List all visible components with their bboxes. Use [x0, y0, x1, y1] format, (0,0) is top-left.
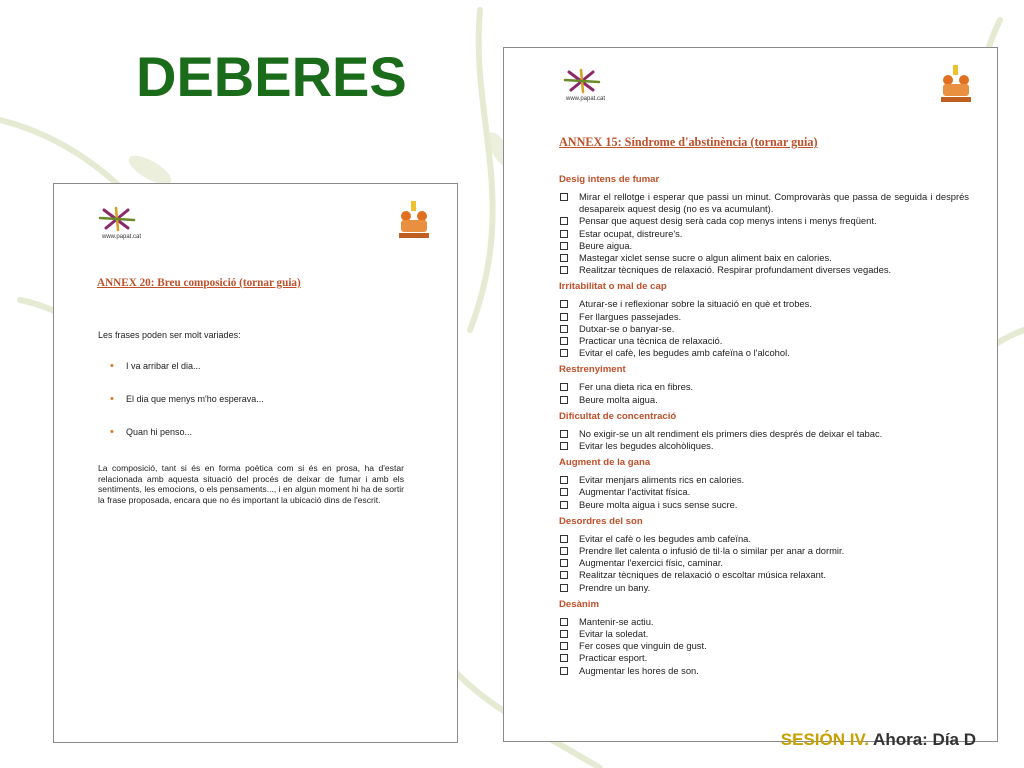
section-title: Desig intens de fumar — [559, 174, 660, 185]
checkbox-bullet-icon — [560, 193, 568, 201]
bullet-icon: • — [110, 426, 114, 438]
list-item: Augmentar les hores de son. — [559, 665, 969, 677]
list-item: Evitar el cafè o les begudes amb cafeïna. — [559, 533, 969, 545]
section-list — [559, 474, 969, 511]
document-page-annex-20 — [53, 183, 458, 743]
session-subtitle: Ahora: Día D — [868, 730, 976, 749]
checkbox-bullet-icon — [560, 654, 568, 662]
document-page-annex-15 — [503, 47, 998, 742]
logo-url: www.papat.cat — [566, 96, 606, 102]
list-item: Aturar-se i reflexionar sobre la situació en què et trobes. — [559, 298, 969, 310]
section-list — [559, 381, 969, 405]
checkbox-bullet-icon — [560, 217, 568, 225]
checkbox-bullet-icon — [560, 667, 568, 675]
checkbox-bullet-icon — [560, 396, 568, 404]
section-title: Desànim — [559, 598, 599, 610]
section-title: Restrenyiment — [559, 364, 626, 376]
checkbox-bullet-icon — [560, 571, 568, 579]
list-item: Augmentar l'activitat física. — [559, 486, 969, 498]
checkbox-bullet-icon — [560, 547, 568, 555]
checkbox-bullet-icon — [560, 535, 568, 543]
checkbox-bullet-icon — [560, 618, 568, 626]
checkbox-bullet-icon — [560, 313, 568, 321]
section-title: Irritabilitat o mal de cap — [559, 281, 667, 293]
checkbox-bullet-icon — [560, 337, 568, 345]
list-item: Estar ocupat, distreure's. — [559, 228, 969, 240]
list-item: Evitar el cafè, les begudes amb cafeïna o l'alcohol. — [559, 347, 969, 359]
list-item: • I va arribar el dia... — [110, 360, 201, 372]
list-item: Evitar menjars aliments rics en calories. — [559, 474, 969, 486]
list-item: • El dia que menys m'ho esperava... — [110, 393, 264, 405]
slide-title: DEBERES — [136, 45, 407, 108]
annex-15-heading: ANNEX 15: Síndrome d'abstinència (tornar guia) — [559, 135, 818, 149]
intro-text: Les frases poden ser molt variades: — [98, 330, 241, 340]
list-item: Fer coses que vinguin de gust. — [559, 640, 969, 652]
list-item: Fer una dieta rica en fibres. — [559, 381, 969, 393]
checkbox-bullet-icon — [560, 349, 568, 357]
list-item: Pensar que aquest desig serà cada cop menys intens i menys freqüent. — [559, 215, 969, 227]
session-label: SESIÓN IV. — [780, 730, 869, 749]
logo-url: www.papat.cat — [102, 234, 142, 240]
checkbox-bullet-icon — [560, 642, 568, 650]
checkbox-bullet-icon — [560, 300, 568, 308]
section-list — [559, 428, 969, 452]
annex-20-heading: ANNEX 20: Breu composició (tornar guia) — [97, 277, 301, 289]
checkbox-bullet-icon — [560, 501, 568, 509]
checkbox-bullet-icon — [560, 254, 568, 262]
checkbox-bullet-icon — [560, 230, 568, 238]
badge-icon — [936, 64, 976, 104]
section-title: Desordres del son — [559, 515, 643, 527]
list-item: No exigir-se un alt rendiment els primers dies després de deixar el tabac. — [559, 428, 969, 440]
list-item: Practicar una tècnica de relaxació. — [559, 335, 969, 347]
list-item: Evitar les begudes alcohòliques. — [559, 440, 969, 452]
checkbox-bullet-icon — [560, 476, 568, 484]
list-item: Practicar esport. — [559, 652, 969, 664]
section-title: Dificultat de concentració — [559, 410, 677, 422]
checkbox-bullet-icon — [560, 430, 568, 438]
papat-logo — [562, 68, 604, 94]
section-list — [559, 533, 969, 594]
list-item: Realitzar tècniques de relaxació o escoltar música relaxant. — [559, 569, 969, 581]
list-item: Prendre llet calenta o infusió de til·la o similar per anar a dormir. — [559, 545, 969, 557]
list-item: Beure molta aigua. — [559, 394, 969, 406]
checkbox-bullet-icon — [560, 325, 568, 333]
list-item: Mirar el rellotge i esperar que passi un minut. Comprovaràs que passa de seguida i després desapareix aquest desig (no es va acumulant). — [559, 191, 969, 215]
list-item: • Quan hi penso... — [110, 426, 193, 438]
checkbox-bullet-icon — [560, 559, 568, 567]
checkbox-bullet-icon — [560, 488, 568, 496]
section-list — [559, 298, 969, 359]
bullet-icon: • — [110, 360, 114, 372]
checkbox-bullet-icon — [560, 383, 568, 391]
list-item: Fer llargues passejades. — [559, 311, 969, 323]
session-footer — [781, 730, 976, 750]
phrase-list — [108, 361, 264, 460]
section-list — [559, 191, 969, 276]
checkbox-bullet-icon — [560, 584, 568, 592]
list-item: Beure aigua. — [559, 240, 969, 252]
list-item: Realitzar tècniques de relaxació. Respirar profundament diverses vegades. — [559, 264, 969, 276]
section-title: Augment de la gana — [559, 457, 651, 469]
bullet-icon: • — [110, 393, 114, 405]
checkbox-bullet-icon — [560, 630, 568, 638]
list-item: Mastegar xiclet sense sucre o algun aliment baix en calories. — [559, 252, 969, 264]
list-item: Dutxar-se o banyar-se. — [559, 323, 969, 335]
list-item: Evitar la soledat. — [559, 628, 969, 640]
list-item: Augmentar l'exercici físic, caminar. — [559, 557, 969, 569]
list-item: Mantenir-se actiu. — [559, 616, 969, 628]
list-item: Prendre un bany. — [559, 582, 969, 594]
list-item: Beure molta aigua i sucs sense sucre. — [559, 499, 969, 511]
checkbox-bullet-icon — [560, 442, 568, 450]
checkbox-bullet-icon — [560, 266, 568, 274]
symptom-sections — [559, 174, 969, 682]
body-paragraph: La composició, tant si és en forma poètica com si és en prosa, ha d'estar relacionada amb aquesta situació del procés de deixar de fumar i amb els sentiments, les emocions, o els pensaments..., i en algun moment hi ha de sortir la frase proposada, encara que no és important la ubicació dins de l'escrit. — [98, 463, 404, 505]
section-list — [559, 616, 969, 677]
papat-logo — [98, 206, 138, 232]
badge-icon — [397, 200, 431, 240]
checkbox-bullet-icon — [560, 242, 568, 250]
